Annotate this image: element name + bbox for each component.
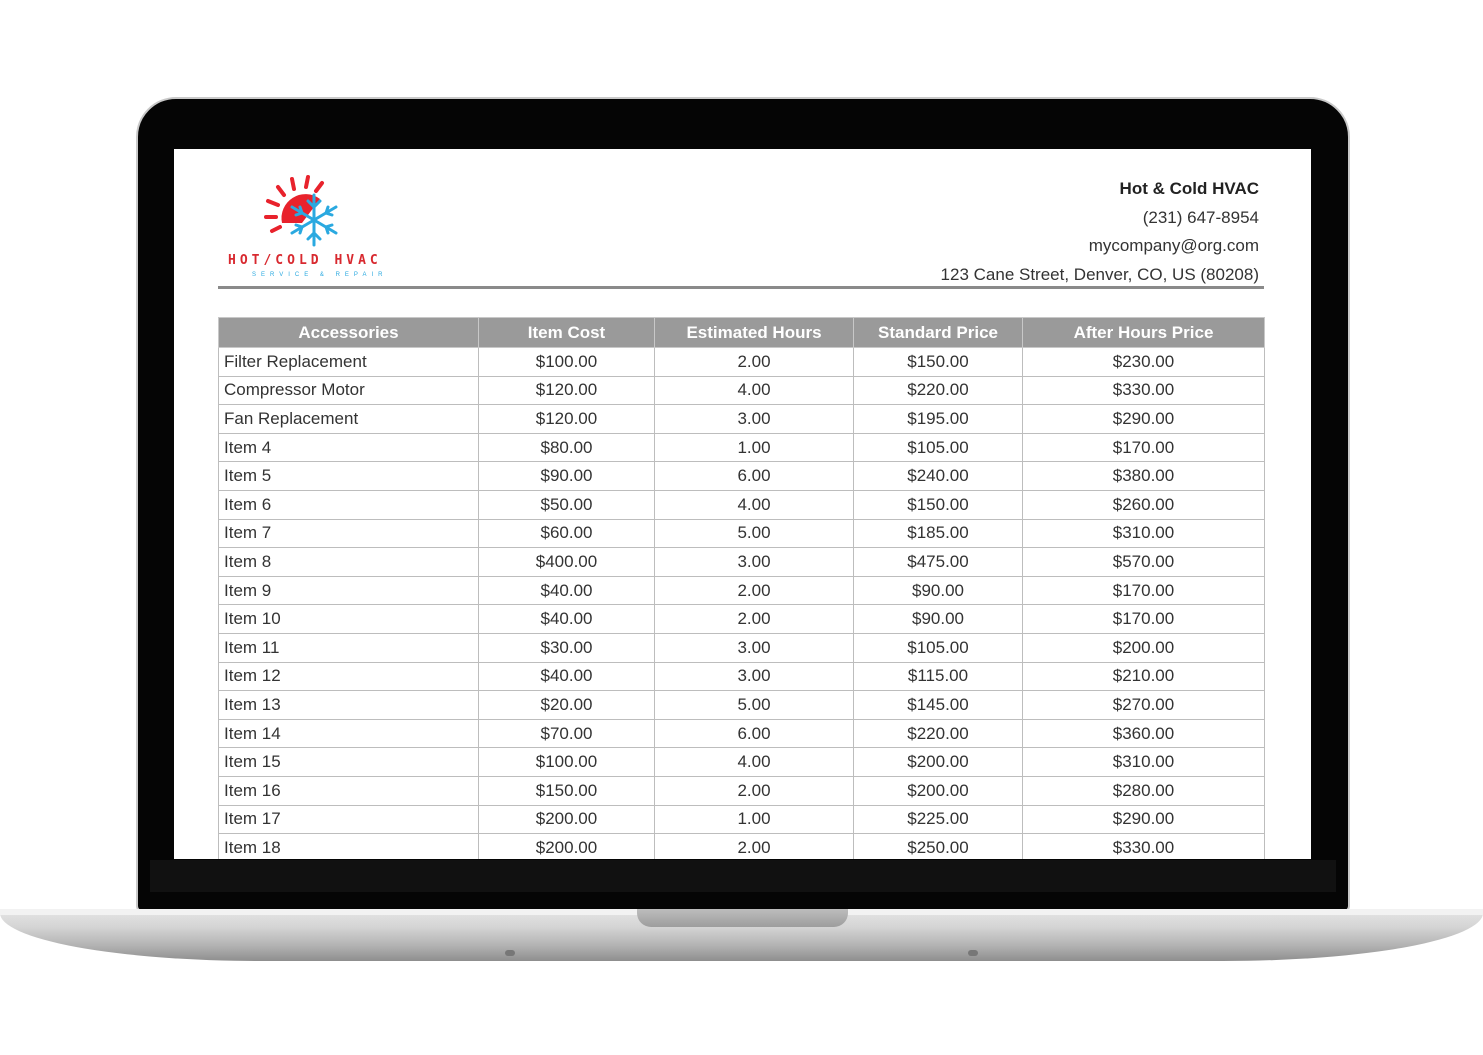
table-cell: $150.00 xyxy=(479,776,655,805)
table-cell: Fan Replacement xyxy=(219,405,479,434)
company-info xyxy=(941,175,1259,290)
table-cell: $90.00 xyxy=(854,576,1023,605)
table-row xyxy=(219,719,1265,748)
laptop-opening-notch xyxy=(637,909,848,927)
table-cell: $200.00 xyxy=(854,776,1023,805)
table-cell: $220.00 xyxy=(854,376,1023,405)
table-cell: Filter Replacement xyxy=(219,348,479,377)
table-row xyxy=(219,348,1265,377)
table-cell: 2.00 xyxy=(655,776,854,805)
table-cell: 2.00 xyxy=(655,576,854,605)
table-cell: $200.00 xyxy=(479,805,655,834)
table-header-row xyxy=(219,318,1265,348)
table-cell: $220.00 xyxy=(854,719,1023,748)
laptop-screen xyxy=(174,149,1311,859)
column-header: Estimated Hours xyxy=(655,318,854,348)
price-table xyxy=(218,317,1265,859)
table-cell: $200.00 xyxy=(854,748,1023,777)
table-cell: $210.00 xyxy=(1023,662,1265,691)
table-cell: $290.00 xyxy=(1023,805,1265,834)
table-row xyxy=(219,576,1265,605)
table-cell: Item 12 xyxy=(219,662,479,691)
table-cell: Item 16 xyxy=(219,776,479,805)
company-address: 123 Cane Street, Denver, CO, US (80208) xyxy=(940,265,1259,285)
table-cell: Item 9 xyxy=(219,576,479,605)
table-cell: $105.00 xyxy=(854,633,1023,662)
table-cell: $475.00 xyxy=(854,548,1023,577)
table-cell: 1.00 xyxy=(655,805,854,834)
table-cell: $50.00 xyxy=(479,490,655,519)
table-cell: $310.00 xyxy=(1023,748,1265,777)
table-cell: 4.00 xyxy=(655,748,854,777)
column-header: Item Cost xyxy=(479,318,655,348)
table-cell: $200.00 xyxy=(1023,633,1265,662)
table-cell: 4.00 xyxy=(655,490,854,519)
table-cell: Compressor Motor xyxy=(219,376,479,405)
table-cell: $185.00 xyxy=(854,519,1023,548)
table-cell: 3.00 xyxy=(655,548,854,577)
table-cell: $70.00 xyxy=(479,719,655,748)
table-cell: 3.00 xyxy=(655,633,854,662)
table-cell: $170.00 xyxy=(1023,576,1265,605)
logo-tagline: SERVICE & REPAIR xyxy=(252,272,388,278)
table-cell: Item 6 xyxy=(219,490,479,519)
table-cell: $150.00 xyxy=(854,348,1023,377)
company-email: mycompany@org.com xyxy=(1088,236,1259,256)
table-cell: Item 5 xyxy=(219,462,479,491)
table-cell: Item 11 xyxy=(219,633,479,662)
table-cell: $20.00 xyxy=(479,691,655,720)
column-header: Standard Price xyxy=(854,318,1023,348)
table-cell: $330.00 xyxy=(1023,376,1265,405)
column-header: Accessories xyxy=(219,318,479,348)
table-cell: $170.00 xyxy=(1023,605,1265,634)
table-cell: 2.00 xyxy=(655,834,854,859)
table-cell: $200.00 xyxy=(479,834,655,859)
table-cell: $120.00 xyxy=(479,376,655,405)
table-cell: Item 14 xyxy=(219,719,479,748)
table-cell: $90.00 xyxy=(479,462,655,491)
logo-wordmark: HOT/COLD HVAC xyxy=(228,253,382,268)
table-cell: $310.00 xyxy=(1023,519,1265,548)
table-row xyxy=(219,662,1265,691)
header-divider xyxy=(218,286,1264,289)
table-cell: $40.00 xyxy=(479,662,655,691)
table-cell: $60.00 xyxy=(479,519,655,548)
table-row xyxy=(219,776,1265,805)
table-row xyxy=(219,805,1265,834)
table-cell: 5.00 xyxy=(655,691,854,720)
laptop-foot xyxy=(968,950,978,956)
table-cell: Item 15 xyxy=(219,748,479,777)
laptop-foot xyxy=(505,950,515,956)
table-cell: $150.00 xyxy=(854,490,1023,519)
table-cell: $280.00 xyxy=(1023,776,1265,805)
table-cell: Item 4 xyxy=(219,433,479,462)
table-cell: 4.00 xyxy=(655,376,854,405)
laptop-bezel-bottom xyxy=(150,860,1336,892)
table-cell: 2.00 xyxy=(655,348,854,377)
table-cell: $360.00 xyxy=(1023,719,1265,748)
table-row xyxy=(219,490,1265,519)
table-cell: $380.00 xyxy=(1023,462,1265,491)
table-row xyxy=(219,433,1265,462)
table-cell: $230.00 xyxy=(1023,348,1265,377)
table-cell: Item 13 xyxy=(219,691,479,720)
table-cell: $260.00 xyxy=(1023,490,1265,519)
table-cell: 6.00 xyxy=(655,462,854,491)
table-cell: $240.00 xyxy=(854,462,1023,491)
table-cell: $250.00 xyxy=(854,834,1023,859)
table-cell: 3.00 xyxy=(655,662,854,691)
table-row xyxy=(219,834,1265,859)
table-cell: $570.00 xyxy=(1023,548,1265,577)
table-cell: 1.00 xyxy=(655,433,854,462)
table-row xyxy=(219,633,1265,662)
table-cell: $330.00 xyxy=(1023,834,1265,859)
table-cell: $90.00 xyxy=(854,605,1023,634)
column-header: After Hours Price xyxy=(1023,318,1265,348)
company-phone: (231) 647-8954 xyxy=(1142,207,1259,227)
table-cell: $100.00 xyxy=(479,348,655,377)
table-cell: $290.00 xyxy=(1023,405,1265,434)
table-cell: $30.00 xyxy=(479,633,655,662)
table-cell: Item 18 xyxy=(219,834,479,859)
table-cell: 3.00 xyxy=(655,405,854,434)
table-cell: $145.00 xyxy=(854,691,1023,720)
table-cell: $105.00 xyxy=(854,433,1023,462)
table-cell: $115.00 xyxy=(854,662,1023,691)
table-cell: $80.00 xyxy=(479,433,655,462)
table-cell: $225.00 xyxy=(854,805,1023,834)
table-cell: Item 8 xyxy=(219,548,479,577)
table-row xyxy=(219,605,1265,634)
table-cell: 5.00 xyxy=(655,519,854,548)
table-cell: $40.00 xyxy=(479,576,655,605)
table-row xyxy=(219,691,1265,720)
table-cell: $400.00 xyxy=(479,548,655,577)
table-cell: Item 10 xyxy=(219,605,479,634)
table-cell: $270.00 xyxy=(1023,691,1265,720)
table-cell: $40.00 xyxy=(479,605,655,634)
table-cell: Item 7 xyxy=(219,519,479,548)
table-cell: $120.00 xyxy=(479,405,655,434)
table-row xyxy=(219,462,1265,491)
company-name: Hot & Cold HVAC xyxy=(1119,179,1259,198)
table-row xyxy=(219,748,1265,777)
table-row xyxy=(219,519,1265,548)
table-cell: $195.00 xyxy=(854,405,1023,434)
table-row xyxy=(219,376,1265,405)
table-row xyxy=(219,548,1265,577)
table-cell: $100.00 xyxy=(479,748,655,777)
table-cell: 6.00 xyxy=(655,719,854,748)
table-cell: Item 17 xyxy=(219,805,479,834)
table-cell: 2.00 xyxy=(655,605,854,634)
table-row xyxy=(219,405,1265,434)
table-cell: $170.00 xyxy=(1023,433,1265,462)
